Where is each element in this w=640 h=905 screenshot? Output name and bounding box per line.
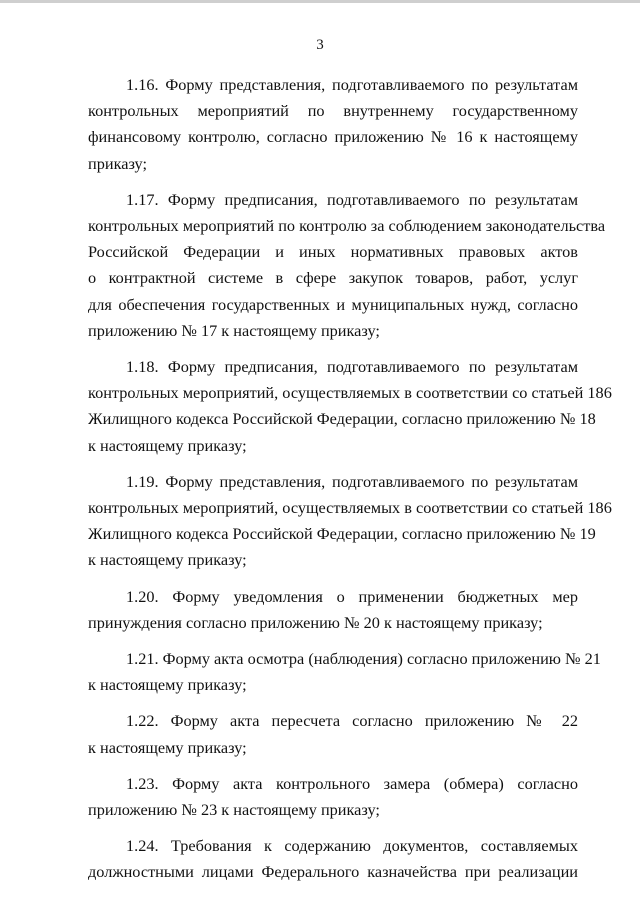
text-line: 1.18. Форму предписания, подготавливаемого по результатам — [126, 357, 578, 377]
text-line: принуждения согласно приложению № 20 к настоящему приказу; — [88, 612, 543, 632]
text-line: Российской Федерации и иных нормативных правовых актов — [88, 242, 578, 262]
text-line: к настоящему приказу; — [88, 550, 247, 570]
text-line: 1.21. Форму акта осмотра (наблюдения) согласно приложению № 21 — [126, 649, 601, 669]
text-line: 1.24. Требования к содержанию документов, составляемых — [126, 836, 578, 856]
paragraph — [88, 584, 578, 636]
text-line: Жилищного кодекса Российской Федерации, согласно приложению № 18 — [88, 409, 596, 429]
text-line: к настоящему приказу; — [88, 675, 247, 695]
text-line: контрольных мероприятий, осуществляемых в соответствии со статьей 186 — [88, 498, 612, 518]
text-line: должностными лицами Федерального казначейства при реализации — [88, 862, 578, 882]
text-line: контрольных мероприятий по внутреннему государственному — [88, 101, 578, 121]
text-line: контрольных мероприятий по контролю за соблюдением законодательства — [88, 216, 606, 236]
text-line: для обеспечения государственных и муниципальных нужд, согласно — [88, 294, 578, 314]
document-body — [88, 72, 612, 896]
text-line: 1.23. Форму акта контрольного замера (обмера) согласно — [126, 773, 578, 793]
text-line: 1.20. Форму уведомления о применении бюджетных мер — [126, 586, 578, 606]
text-line: финансовому контролю, согласно приложению № 16 к настоящему — [88, 127, 578, 147]
text-line: 1.19. Форму представления, подготавливаемого по результатам — [126, 471, 578, 491]
page-top-edge — [0, 0, 640, 3]
paragraph — [88, 72, 578, 177]
page-number: 3 — [316, 37, 324, 53]
paragraph — [88, 354, 612, 459]
paragraph — [88, 646, 601, 698]
text-line: 1.16. Форму представления, подготавливаемого по результатам — [126, 75, 578, 94]
paragraph — [88, 187, 606, 344]
text-line: 1.22. Форму акта пересчета согласно приложению № 22 — [126, 711, 578, 731]
text-line: к настоящему приказу; — [88, 737, 247, 757]
paragraph — [88, 469, 612, 574]
text-line: приложению № 23 к настоящему приказу; — [88, 800, 380, 820]
text-line: о контрактной системе в сфере закупок товаров, работ, услуг — [88, 268, 578, 288]
text-line: 1.17. Форму предписания, подготавливаемого по результатам — [126, 189, 578, 209]
text-line: к настоящему приказу; — [88, 435, 247, 455]
paragraph — [88, 833, 578, 885]
text-line: приложению № 17 к настоящему приказу; — [88, 320, 380, 340]
paragraph — [88, 708, 578, 760]
text-line: контрольных мероприятий, осуществляемых в соответствии со статьей 186 — [88, 383, 612, 403]
text-line: приказу; — [88, 153, 147, 173]
paragraph — [88, 771, 578, 823]
text-line: Жилищного кодекса Российской Федерации, согласно приложению № 19 — [88, 524, 596, 544]
